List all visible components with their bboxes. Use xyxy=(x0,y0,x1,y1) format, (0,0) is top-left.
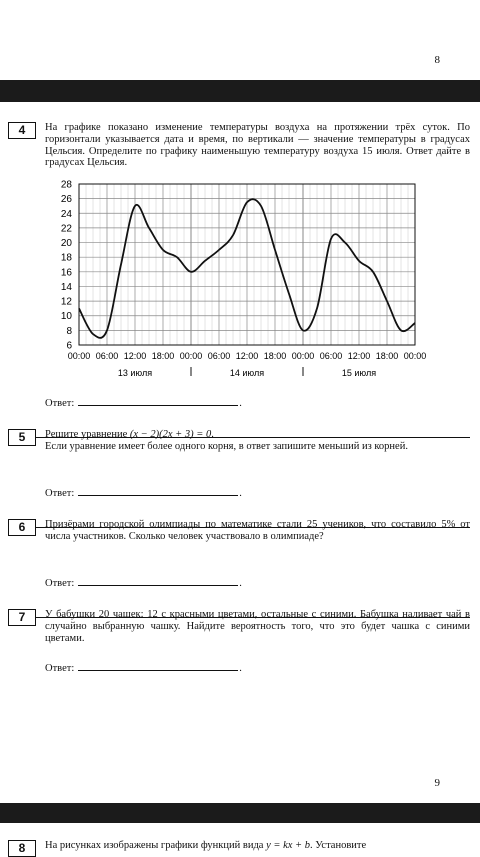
y-tick-label: 12 xyxy=(60,296,72,308)
y-tick-label: 16 xyxy=(60,267,72,279)
day-label: 13 июля xyxy=(117,368,153,378)
task-5-text2: Если уравнение имеет более одного корня, в ответ запишите меньший из корней. xyxy=(45,440,408,452)
x-tick-label: 06:00 xyxy=(95,351,119,361)
x-tick-label: 18:00 xyxy=(263,351,287,361)
y-tick-label: 26 xyxy=(60,194,72,206)
x-tick-label: 12:00 xyxy=(123,351,147,361)
answer-field-4[interactable] xyxy=(78,396,238,406)
y-tick-label: 28 xyxy=(60,179,72,191)
x-tick-label: 06:00 xyxy=(319,351,343,361)
page-number-top: 8 xyxy=(434,54,440,66)
page-separator-bottom xyxy=(0,803,480,823)
task-number-5: 5 xyxy=(8,429,36,446)
x-tick-label: 06:00 xyxy=(207,351,231,361)
y-tick-label: 8 xyxy=(66,325,72,337)
x-tick-label: 00:00 xyxy=(403,351,427,361)
task-7-text: У бабушки 20 чашек: 12 с красными цветами, остальные с синими. Бабушка наливает чай в случайно выбранную чашку. Найдите вероятность того, что это будет чашка с синими цветами. xyxy=(45,609,470,644)
answer-field-7[interactable] xyxy=(78,661,238,671)
y-tick-label: 20 xyxy=(60,238,72,250)
task-4-text: На графике показано изменение температуры воздуха на протяжении трёх суток. По горизонтали указывается дата и время, по вертикали — значение температуры в градусах Цельсия. Определите по графику наименьшую температуру воздуха 15 июля. Ответ дайте в градусах Цельсия. xyxy=(45,122,470,169)
y-tick-label: 18 xyxy=(60,252,72,264)
task-8-text-before: На рисунках изображены графики функций вида xyxy=(45,840,267,851)
task-8-body xyxy=(45,840,470,852)
y-tick-label: 10 xyxy=(60,311,72,323)
answer-label: Ответ: xyxy=(45,398,75,409)
y-tick-label: 14 xyxy=(60,281,72,293)
x-tick-label: 00:00 xyxy=(291,351,315,361)
x-tick-label: 18:00 xyxy=(151,351,175,361)
page-separator-top xyxy=(0,80,480,102)
answer-line-4[interactable]: Ответ: . xyxy=(45,398,242,409)
answer-field-5[interactable] xyxy=(78,486,238,496)
x-tick-label: 12:00 xyxy=(347,351,371,361)
answer-label: Ответ: xyxy=(45,488,75,499)
x-tick-label: 12:00 xyxy=(235,351,259,361)
task-number-4: 4 xyxy=(8,122,36,139)
task-5-body xyxy=(45,429,470,453)
answer-label: Ответ: xyxy=(45,663,75,674)
task-5-equation: (x − 2)(2x + 3) = 0 xyxy=(129,429,212,440)
page-number-bottom: 9 xyxy=(434,777,440,789)
day-label: 14 июля xyxy=(229,368,265,378)
y-tick-label: 22 xyxy=(60,223,72,235)
day-label: 15 июля xyxy=(341,368,377,378)
x-tick-label: 00:00 xyxy=(179,351,203,361)
x-tick-label: 00:00 xyxy=(67,351,91,361)
answer-line-6[interactable]: Ответ: . xyxy=(45,578,242,589)
task-number-7: 7 xyxy=(8,609,36,626)
y-tick-label: 24 xyxy=(60,208,72,220)
task-number-8: 8 xyxy=(8,840,36,857)
temperature-chart xyxy=(34,178,434,388)
task-5-text-after: . xyxy=(211,429,214,440)
task-5-text-before: Решите уравнение xyxy=(45,429,130,440)
answer-field-6[interactable] xyxy=(78,576,238,586)
x-tick-label: 18:00 xyxy=(375,351,399,361)
task-number-6: 6 xyxy=(8,519,36,536)
task-8-text-after: . Установите xyxy=(309,840,367,851)
answer-label: Ответ: xyxy=(45,578,75,589)
task-8-equation: y = kx + b xyxy=(266,840,310,851)
answer-line-5[interactable]: Ответ: . xyxy=(45,488,242,499)
answer-line-7[interactable]: Ответ: . xyxy=(45,663,242,674)
y-tick-label: 6 xyxy=(66,340,72,352)
task-6-text: Призёрами городской олимпиады по математике стали 25 учеников, что составило 5% от числа участников. Сколько человек участвовало в олимпиаде? xyxy=(45,519,470,542)
